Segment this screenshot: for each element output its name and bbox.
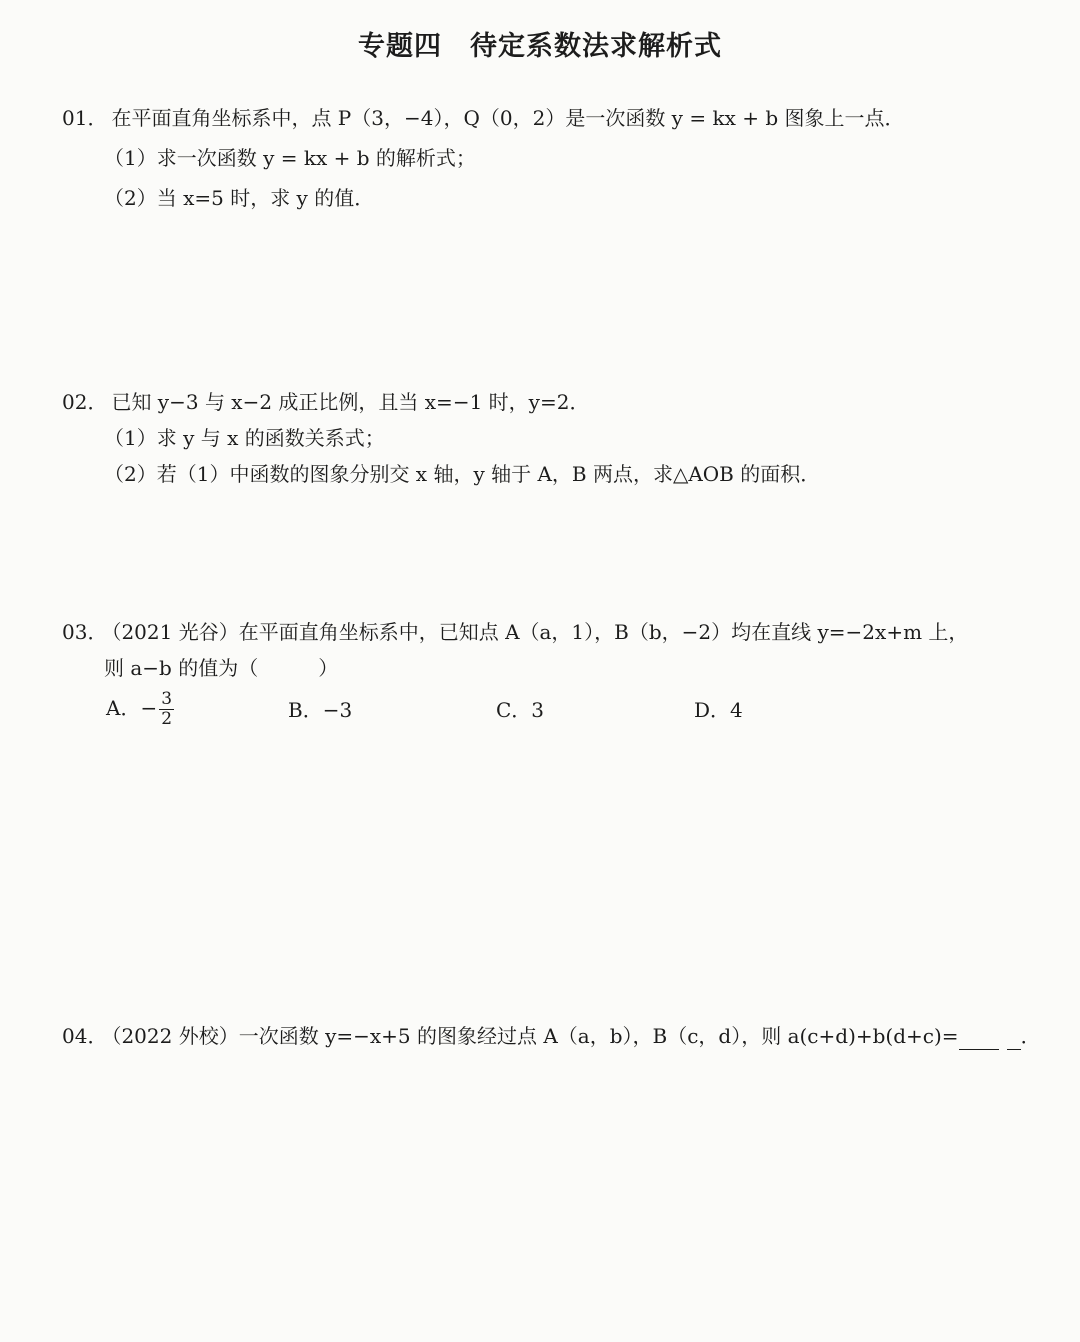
question-stem: （2022 外校）一次函数 y=−x+5 的图象经过点 A（a，b），B（c，d），则 a(c+d)+b(d+c)= xyxy=(111,1024,959,1048)
option-a-label: A． xyxy=(106,696,141,720)
question-01-part-1: （1）求一次函数 y = kx + b 的解析式； xyxy=(104,146,476,170)
question-number: 01． xyxy=(62,106,108,130)
question-number: 04． xyxy=(62,1024,108,1048)
option-a xyxy=(106,690,174,729)
answer-blank-tail[interactable] xyxy=(1007,1029,1021,1050)
page-title: 专题四 待定系数法求解析式 xyxy=(358,31,722,62)
option-c: C．3 xyxy=(496,698,545,722)
question-02 xyxy=(62,388,589,416)
option-b: B．−3 xyxy=(288,698,353,722)
option-d: D．4 xyxy=(694,698,743,722)
question-04 xyxy=(62,1022,1041,1050)
fraction-denominator: 2 xyxy=(161,709,173,729)
question-01 xyxy=(62,104,904,132)
question-tail: ． xyxy=(1020,1024,1041,1048)
question-number: 02． xyxy=(62,390,108,414)
option-a-sign: − xyxy=(140,696,158,720)
question-stem: 已知 y−3 与 x−2 成正比例，且当 x=−1 时，y=2． xyxy=(111,390,590,414)
question-number: 03． xyxy=(62,620,108,644)
question-02-part-2: （2）若（1）中函数的图象分别交 x 轴，y 轴于 A，B 两点，求△AOB 的面积． xyxy=(104,462,821,486)
option-a-fraction xyxy=(159,690,174,729)
answer-blank[interactable] xyxy=(959,1029,999,1050)
question-02-part-1: （1）求 y 与 x 的函数关系式； xyxy=(104,426,385,450)
fraction-numerator: 3 xyxy=(161,689,173,709)
question-03 xyxy=(62,618,968,646)
question-stem: 在平面直角坐标系中，点 P（3，−4），Q（0，2）是一次函数 y = kx + b 图象上一点． xyxy=(111,106,905,130)
question-03-stem-line-2: 则 a−b 的值为（ ） xyxy=(104,656,339,680)
question-stem: （2021 光谷）在平面直角坐标系中，已知点 A（a，1），B（b，−2）均在直线 y=−2x+m 上， xyxy=(111,620,969,644)
question-01-part-2: （2）当 x=5 时，求 y 的值． xyxy=(104,186,375,210)
